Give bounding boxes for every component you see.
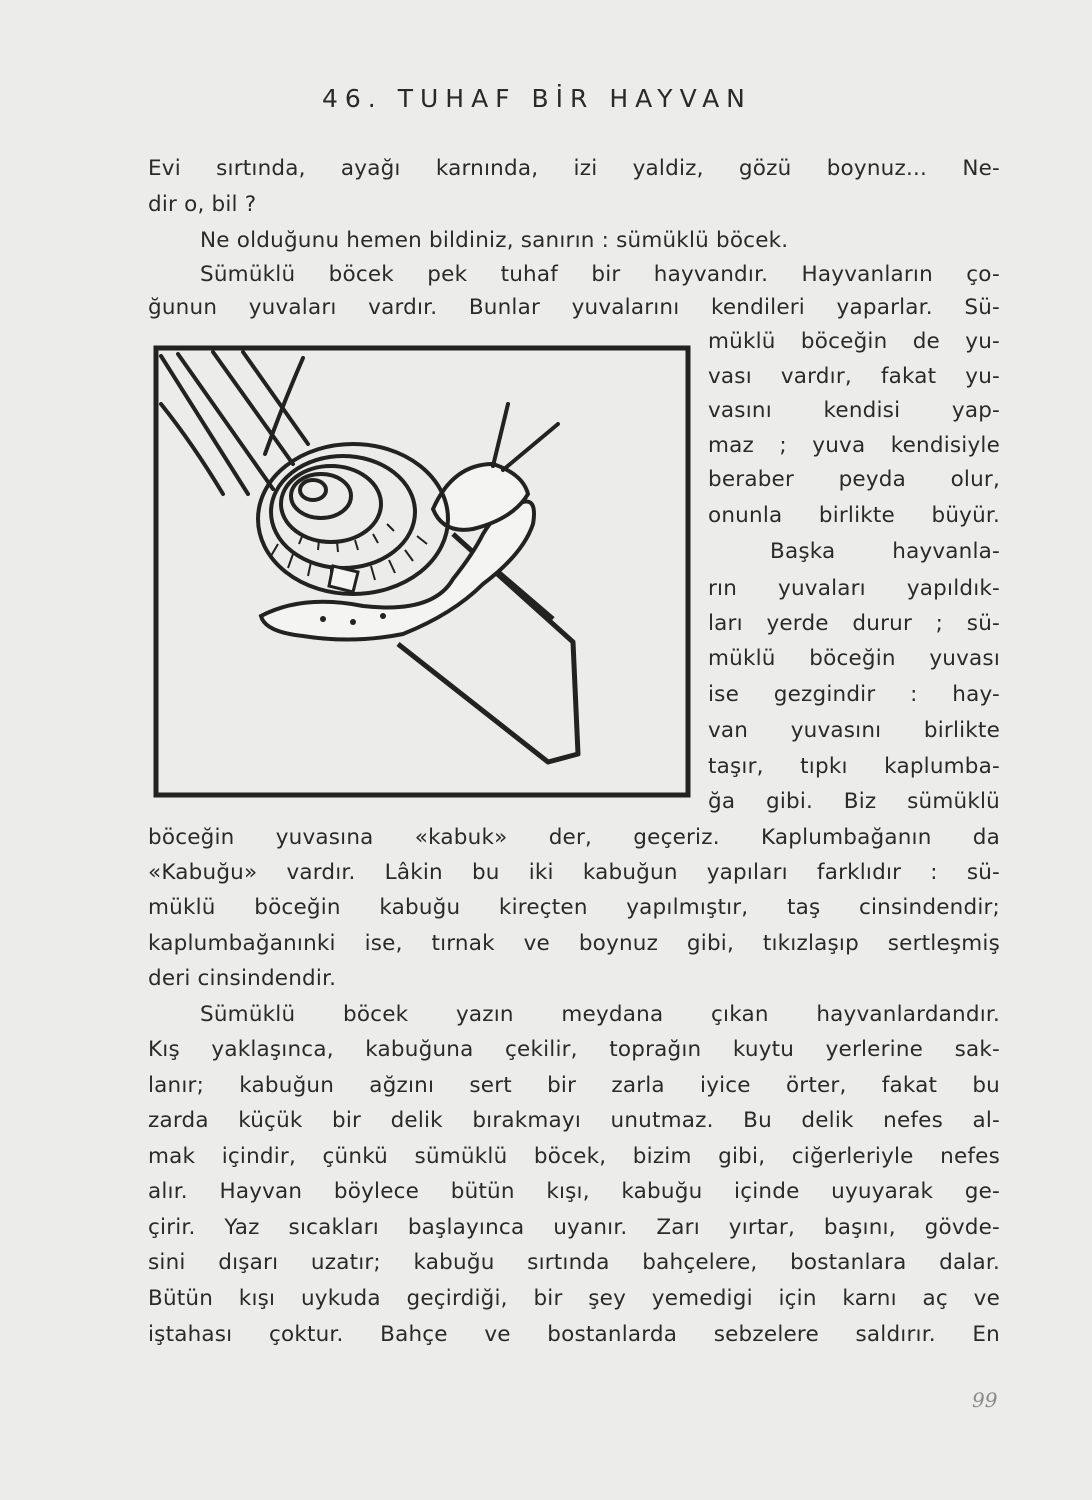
text-line: iştahası çoktur. Bahçe ve bostanlarda sebzelere saldırır. En — [148, 1322, 1000, 1347]
text-line: böceğin yuvasına «kabuk» der, geçeriz. Kaplumbağanın da — [148, 825, 1000, 850]
text-line: vasını kendisi yap- — [708, 398, 1000, 423]
text-line: alır. Hayvan böylece bütün kışı, kabuğu içinde uyuyarak ge- — [148, 1179, 1000, 1204]
text-line: dir o, bil ? — [148, 192, 257, 217]
text-line: ları yerde durur ; sü- — [708, 611, 1000, 636]
text-line: Sümüklü böcek yazın meydana çıkan hayvanlardandır. — [200, 1002, 1000, 1027]
text-line: taşır, tıpkı kaplumba- — [708, 754, 1000, 779]
text-line: Başka hayvanla- — [770, 539, 1000, 564]
text-line: Evi sırtında, ayağı karnında, izi yaldiz, gözü boynuz... Ne- — [148, 156, 1000, 181]
text-line: Sümüklü böcek pek tuhaf bir hayvandır. Hayvanların ço- — [200, 262, 1000, 287]
text-line: beraber peyda olur, — [708, 467, 1000, 492]
text-line: lanır; kabuğun ağzını sert bir zarla iyice örter, fakat bu — [148, 1073, 1000, 1098]
text-line: ise gezgindir : hay- — [708, 682, 1000, 707]
text-line: müklü böceğin de yu- — [708, 329, 1000, 354]
text-line: ğa gibi. Biz sümüklü — [708, 789, 1000, 814]
text-line: «Kabuğu» vardır. Lâkin bu iki kabuğun yapıları farklıdır : sü- — [148, 860, 1000, 885]
text-line: zarda küçük bir delik bırakmayı unutmaz. Bu delik nefes al- — [148, 1108, 1000, 1133]
text-line: vası vardır, fakat yu- — [708, 364, 1000, 389]
text-line: Kış yaklaşınca, kabuğuna çekilir, toprağın kuytu yerlerine sak- — [148, 1037, 1000, 1062]
text-line: ğunun yuvaları vardır. Bunlar yuvalarını kendileri yaparlar. Sü- — [148, 295, 1000, 320]
text-line: sini dışarı uzatır; kabuğu sırtında bahçelere, bostanlara dalar. — [148, 1250, 1000, 1275]
text-line: van yuvasını birlikte — [708, 718, 1000, 743]
text-line: deri cinsindendir. — [148, 966, 337, 991]
text-line: onunla birlikte büyür. — [708, 503, 1000, 528]
text-line: maz ; yuva kendisiyle — [708, 433, 1000, 458]
snail-illustration — [153, 344, 691, 799]
text-line: Ne olduğunu hemen bildiniz, sanırın : sümüklü böcek. — [200, 228, 789, 253]
text-line: Bütün kışı uykuda geçirdiği, bir şey yemedigi için karnı aç ve — [148, 1286, 1000, 1311]
text-line: müklü böceğin yuvası — [708, 646, 1000, 671]
page-number: 99 — [972, 1388, 998, 1412]
text-line: çirir. Yaz sıcakları başlayınca uyanır. Zarı yırtar, başını, gövde- — [148, 1215, 1000, 1240]
chapter-title: 46. TUHAF BİR HAYVAN — [322, 84, 752, 113]
text-line: mak içindir, çünkü sümüklü böcek, bizim gibi, ciğerleriyle nefes — [148, 1144, 1000, 1169]
text-line: rın yuvaları yapıldık- — [708, 576, 1000, 601]
text-line: kaplumbağanınki ise, tırnak ve boynuz gibi, tıkızlaşıp sertleşmiş — [148, 931, 1000, 956]
text-line: müklü böceğin kabuğu kireçten yapılmıştır, taş cinsindendir; — [148, 895, 1000, 920]
